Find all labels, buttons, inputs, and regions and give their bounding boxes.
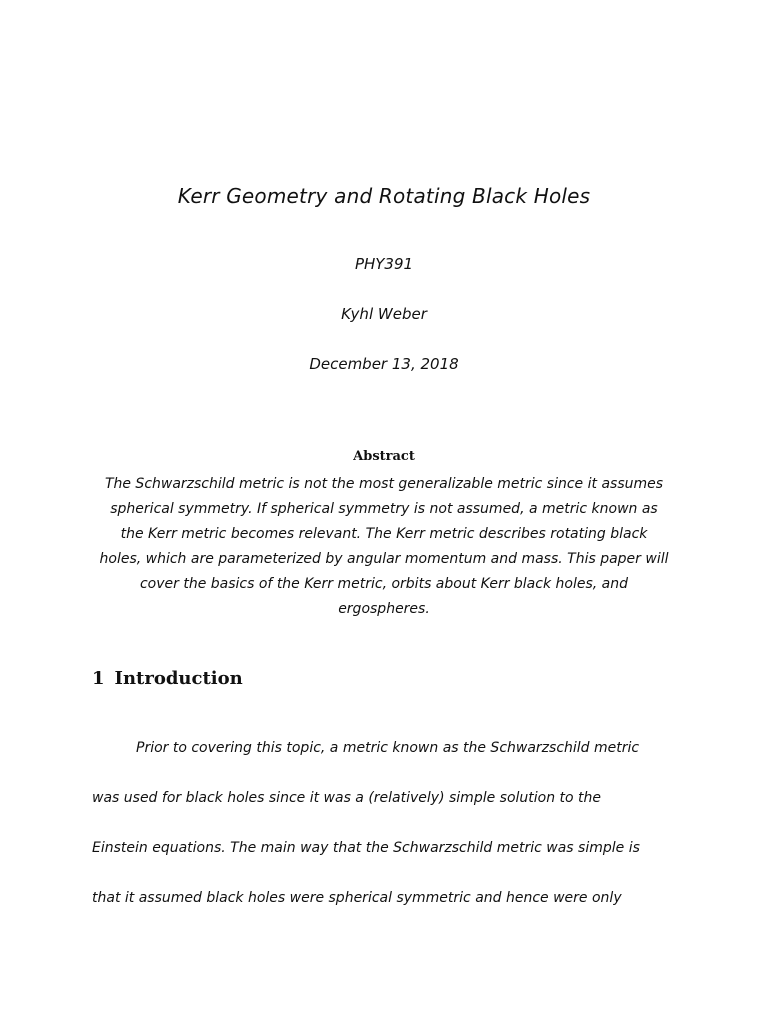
- paper-title: Kerr Geometry and Rotating Black Holes: [177, 184, 591, 208]
- abstract-heading: Abstract: [353, 449, 415, 464]
- body-line: Prior to covering this topic, a metric known as the Schwarzschild metric: [136, 740, 640, 756]
- author-name: Kyhl Weber: [341, 305, 427, 323]
- paper-date: December 13, 2018: [309, 355, 459, 373]
- abstract-line: spherical symmetry. If spherical symmetry is not assumed, a metric known as: [110, 501, 658, 517]
- abstract-line: the Kerr metric becomes relevant. The Kerr metric describes rotating black: [120, 526, 648, 542]
- abstract-line: holes, which are parameterized by angular momentum and mass. This paper will: [99, 551, 669, 567]
- abstract-line: The Schwarzschild metric is not the most generalizable metric since it assumes: [104, 476, 664, 492]
- section-body: [92, 723, 692, 923]
- section-number: 1: [92, 668, 105, 689]
- section-heading: [92, 668, 243, 689]
- body-line: was used for black holes since it was a (relatively) simple solution to the: [92, 790, 602, 806]
- abstract-line: cover the basics of the Kerr metric, orbits about Kerr black holes, and: [139, 576, 628, 592]
- course-code: PHY391: [354, 255, 414, 273]
- section-title: Introduction: [114, 668, 243, 689]
- abstract-body: [92, 472, 676, 622]
- body-line: Einstein equations. The main way that the Schwarzschild metric was simple is: [92, 840, 640, 856]
- abstract-line: ergospheres.: [338, 601, 430, 617]
- body-line: that it assumed black holes were spherical symmetric and hence were only: [92, 890, 622, 906]
